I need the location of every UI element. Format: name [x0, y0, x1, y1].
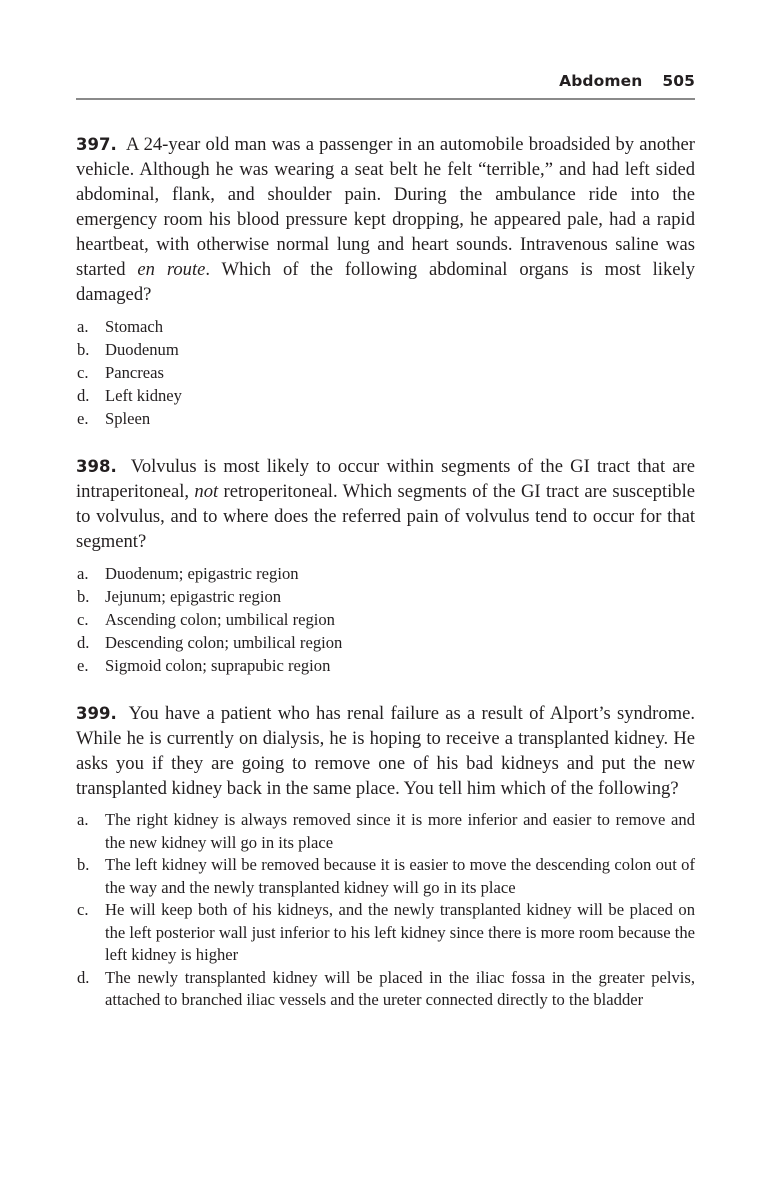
question-399	[76, 701, 695, 1012]
option-c: c. He will keep both of his kidneys, and the newly transplanted kidney will be placed on the left posterior wall just inferior to his left kidney since there is more room because the left kidney is higher	[77, 900, 695, 964]
option-b: b. The left kidney will be removed because it is easier to move the descending colon out of the way and the newly transplanted kidney will go in its place	[77, 855, 695, 897]
stem-text: retroperitoneal. Which segments of the GI tract are susceptible to volvulus, and to where does the referred pain of volvulus tend to occur for that segment?	[76, 481, 695, 552]
option-a: a. The right kidney is always removed since it is more inferior and easier to remove and the new kidney will go in its place	[77, 810, 695, 852]
option-c: c. Ascending colon; umbilical region	[77, 610, 335, 629]
question-397	[76, 132, 695, 430]
option-b: b. Duodenum	[77, 340, 179, 359]
stem-text: . Which of the following abdominal organs is most likely damaged?	[76, 259, 695, 305]
stem-italic: en route	[137, 259, 206, 280]
option-b: b. Jejunum; epigastric region	[77, 587, 282, 606]
question-stem	[76, 701, 695, 801]
page-number: 505	[662, 72, 695, 90]
running-head	[559, 72, 695, 90]
question-stem	[76, 132, 695, 307]
stem-italic: not	[194, 481, 219, 502]
question-number: 398.	[76, 457, 117, 476]
answer-options	[76, 809, 695, 1012]
option-c: c. Pancreas	[77, 363, 164, 382]
answer-options	[76, 562, 695, 677]
option-e: e. Spleen	[77, 409, 151, 428]
question-398	[76, 454, 695, 677]
section-title: Abdomen	[559, 72, 643, 90]
option-d: d. The newly transplanted kidney will be placed in the iliac fossa in the greater pelvis, attached to branched iliac vessels and the ureter connected directly to the bladder	[77, 967, 695, 1009]
stem-text: You have a patient who has renal failure as a result of Alport’s syndrome. While he is currently on dialysis, he is hoping to receive a transplanted kidney. He asks you if they are going to remove one of his bad kidneys and put the new transplanted kidney back in the same place. You tell him which of the following?	[76, 703, 696, 799]
answer-options	[76, 315, 695, 430]
stem-text: A 24-year old man was a passenger in an automobile broadsided by another vehicle. Although he was wearing a seat belt he felt “terrible,” and had left sided abdominal, flank, and shoulder pain. During the ambulance ride into the emergency room his blood pressure kept dropping, he appeared pale, had a rapid heartbeat, with otherwise normal lung and heart sounds. Intravenous saline was started	[76, 134, 695, 280]
question-number: 397.	[76, 135, 117, 154]
page-header	[76, 70, 695, 100]
question-stem	[76, 454, 695, 554]
option-a: a. Duodenum; epigastric region	[77, 564, 299, 583]
option-e: e. Sigmoid colon; suprapubic region	[77, 656, 331, 675]
stem-text: Volvulus is most likely to occur within segments of the GI tract that are intraperitoneal,	[76, 456, 696, 502]
option-d: d. Descending colon; umbilical region	[77, 633, 343, 652]
question-number: 399.	[76, 704, 117, 723]
option-d: d. Left kidney	[77, 386, 182, 405]
option-a: a. Stomach	[77, 317, 164, 336]
